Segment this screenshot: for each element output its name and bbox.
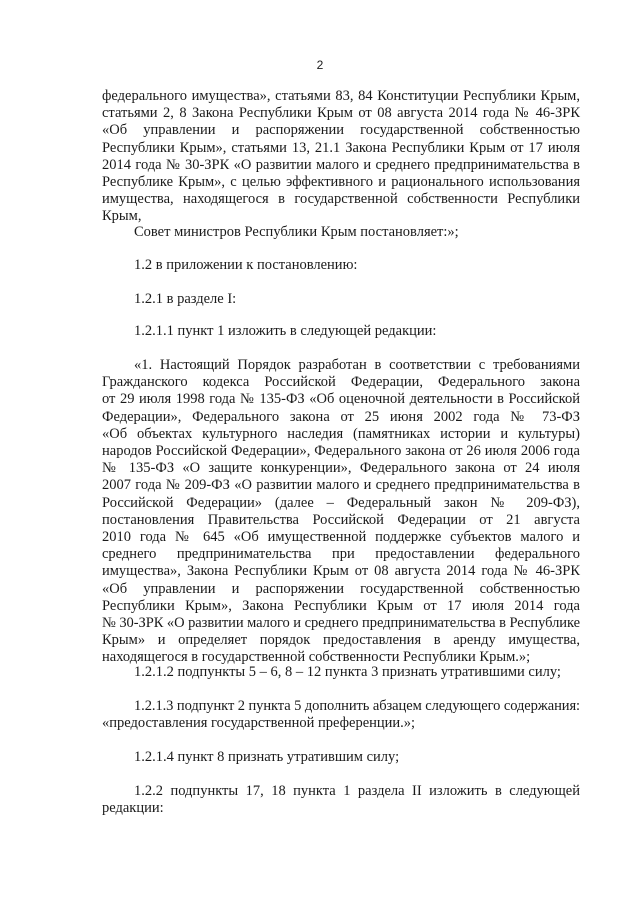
text-line: Гражданского кодекса Российской Федерации, Федерального закона [102, 374, 580, 391]
text-line: находящегося в государственной собственности Республики Крым.»; [102, 649, 531, 666]
text-line: № 30-ЗРК «О развитии малого и среднего предпринимательства в Республике [102, 615, 580, 632]
clause-1-2-1-3 [102, 698, 580, 732]
text-line: 2010 года № 645 «Об имущественной поддержке субъектов малого и [102, 529, 580, 546]
text-line: «Об управлении и распоряжении государственной собственностью [102, 580, 580, 597]
clause-1-2-1-4 [102, 749, 580, 766]
text-line: Федерации», Федерального закона от 25 июня 2002 года № 73-ФЗ [102, 408, 580, 425]
text-line: № 135-ФЗ «О защите конкуренции», Федерального закона от 24 июля [102, 460, 580, 477]
text-line: редакции: [102, 800, 164, 817]
text-line: от 29 июля 1998 года № 135-ФЗ «Об оценочной деятельности в Российской [102, 391, 580, 408]
text-line: Республики Крым», статьями 13, 21.1 Закона Республики Крым от 17 июля [102, 139, 580, 156]
text-line: «1. Настоящий Порядок разработан в соответствии с требованиями [134, 357, 580, 373]
text-line: Крым, [102, 208, 142, 225]
page-number: 2 [316, 58, 324, 72]
text-line: федерального имущества», статьями 83, 84 Конституции Республики Крым, [102, 88, 580, 104]
text-line: 1.2.1 в разделе I: [134, 291, 237, 307]
clause-1-2-1-2 [102, 664, 580, 681]
text-line: постановления Правительства Российской Федерации от 21 августа [102, 511, 580, 528]
clause-1-2-1 [102, 291, 580, 308]
text-line: имущества, находящегося в государственной собственности Республики [102, 191, 580, 208]
text-line: 2007 года № 209-ФЗ «О развитии малого и среднего предпринимательства в [102, 477, 580, 494]
text-line: «Об управлении и распоряжении государственной собственностью [102, 122, 580, 139]
text-line: «Об объектах культурного наследия (памятниках истории и культуры) [102, 425, 580, 442]
text-line: имущества», Закона Республики Крым от 08 августа 2014 года № 46-ЗРК [102, 563, 580, 580]
text-line: 2014 года № 30-ЗРК «О развитии малого и среднего предпринимательства в [102, 156, 580, 173]
text-line: Крым» и определяет порядок предоставления в аренду имущества, [102, 632, 580, 649]
text-line: среднего предпринимательства при предоставлении федерального [102, 546, 580, 563]
text-line: 1.2.2 подпункты 17, 18 пункта 1 раздела II изложить в следующей [134, 783, 580, 799]
intro-paragraph [102, 88, 580, 226]
text-line: Республики Крым», Закона Республики Крым от 17 июля 2014 года [102, 597, 580, 614]
quoted-paragraph [102, 357, 580, 667]
text-line: 1.2.1.2 подпункты 5 – 6, 8 – 12 пункта 3 признать утратившими силу; [134, 664, 561, 680]
text-line: Республике Крым», с целью эффективного и рационального использования [102, 174, 580, 191]
text-line: «предоставления государственной преференции.»; [102, 715, 416, 732]
council-resolution [102, 224, 580, 241]
text-line: Совет министров Республики Крым постановляет:»; [134, 224, 459, 240]
clause-1-2-2 [102, 783, 580, 817]
text-line: народов Российской Федерации», Федерального закона от 26 июля 2006 года [102, 443, 580, 460]
clause-1-2 [102, 257, 580, 274]
text-line: 1.2.1.4 пункт 8 признать утратившим силу; [134, 749, 400, 765]
text-line: 1.2.1.1 пункт 1 изложить в следующей редакции: [134, 323, 437, 339]
text-line: 1.2 в приложении к постановлению: [134, 257, 358, 273]
clause-1-2-1-1 [102, 323, 580, 340]
text-line: 1.2.1.3 подпункт 2 пункта 5 дополнить абзацем следующего содержания: [134, 698, 580, 714]
text-line: статьями 2, 8 Закона Республики Крым от 08 августа 2014 года № 46-ЗРК [102, 105, 580, 122]
text-line: Российской Федерации» (далее – Федеральный закон № 209-ФЗ), [102, 494, 580, 511]
